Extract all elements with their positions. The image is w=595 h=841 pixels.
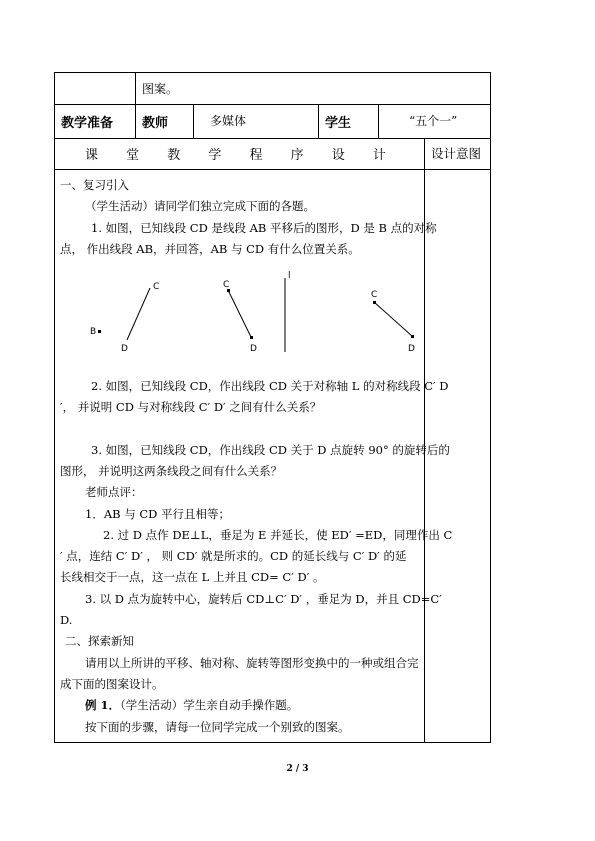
prep-label: 教学准备 <box>61 116 114 131</box>
text-line: 老师点评： <box>85 485 143 499</box>
text-line: 图形， 并说明这两条线段之间有什么关系？ <box>60 464 283 478</box>
text-line: 二、探索新知 <box>65 634 134 648</box>
row-continuation <box>55 73 491 105</box>
student-label-cell <box>319 105 379 139</box>
label-d-2: D <box>250 344 257 354</box>
teacher-label-cell <box>136 105 194 139</box>
continuation-text: 图案。 <box>142 82 179 96</box>
continuation-cell <box>136 73 491 105</box>
student-value: “五个一” <box>409 114 458 128</box>
text-line: 1．AB 与 CD 平行且相等； <box>85 507 231 521</box>
side-heading-cell <box>425 139 491 170</box>
text-line: D. <box>60 613 73 627</box>
page-number: 2 / 3 <box>286 764 309 774</box>
label-b: B <box>90 327 97 337</box>
point-c-3 <box>373 301 376 304</box>
example-label: 例 1． <box>85 698 121 712</box>
content-cell <box>55 170 453 743</box>
text-line: 1. 如图，已知线段 CD 是线段 AB 平移后的图形，D 是 B 点的对称 <box>91 221 437 235</box>
content-area <box>55 170 453 742</box>
segment-cd-2 <box>228 290 251 337</box>
student-value-cell <box>379 105 491 139</box>
point-d-3 <box>411 335 414 338</box>
text-line: 2. 如图，已知线段 CD，作出线段 CD 关于对称轴 L 的对称线段 C′ D <box>91 379 449 393</box>
lesson-plan-table <box>54 72 491 743</box>
text-line: 成下面的图案设计。 <box>60 677 164 691</box>
text-line: ′ 点，连结 C′ D′ ， 则 CD′ 就是所求的。CD 的延长线与 C′ D′ 的延 <box>60 549 407 563</box>
example-text: （学生活动）学生亲自动手操作题。 <box>120 698 299 712</box>
point-d-2 <box>250 336 253 339</box>
text-line: 请用以上所讲的平移、轴对称、旋转等图形变换中的一种或组合完 <box>85 656 419 670</box>
text-line: （学生活动）请同学们独立完成下面的各题。 <box>85 199 315 213</box>
row-content <box>55 170 491 743</box>
label-d-3: D <box>408 344 415 354</box>
row-heading <box>55 139 491 170</box>
geometry-figures <box>55 270 445 360</box>
text-line: 3. 如图，已知线段 CD，作出线段 CD 关于 D 点旋转 90° 的旋转后的 <box>91 443 450 457</box>
label-d-1: D <box>121 344 128 354</box>
label-l: l <box>288 271 291 281</box>
text-line: 3. 以 D 点为旋转中心，旋转后 CD⊥C′ D′ ，垂足为 D，并且 CD=C′ <box>85 592 442 606</box>
text-line: ′， 并说明 CD 与对称线段 C′ D′ 之间有什么关系？ <box>60 400 322 414</box>
segment-cd-1 <box>127 288 150 340</box>
text-line: 一、复习引入 <box>60 178 129 192</box>
label-c-1: C <box>153 282 160 292</box>
teacher-value-cell <box>194 105 319 139</box>
text-line: 2. 过 D 点作 DE⊥L，垂足为 E 并延长，使 ED′ =ED，同理作出 C <box>103 528 453 542</box>
point-b <box>98 330 101 333</box>
row-preparation <box>55 105 491 139</box>
teacher-value: 多媒体 <box>210 114 247 128</box>
student-label: 学生 <box>325 116 352 131</box>
label-c-2: C <box>223 280 230 290</box>
segment-cd-3 <box>374 302 412 336</box>
text-line: 长线相交于一点，这一点在 L 上并且 CD= C′ D′ 。 <box>60 570 325 584</box>
text-line: 按下面的步骤，请每一位同学完成一个别致的图案。 <box>85 720 350 734</box>
heading-cell <box>55 139 425 170</box>
prep-label-cell <box>55 105 136 139</box>
section-heading: 课 堂 教 学 程 序 设 计 <box>85 148 398 163</box>
text-line: 点， 作出线段 AB，并回答，AB 与 CD 有什么位置关系。 <box>60 242 360 256</box>
empty-label-cell <box>55 73 136 105</box>
label-c-3: C <box>371 290 378 300</box>
side-heading: 设计意图 <box>431 146 482 161</box>
text-line <box>85 698 298 712</box>
teacher-label: 教师 <box>142 116 169 131</box>
